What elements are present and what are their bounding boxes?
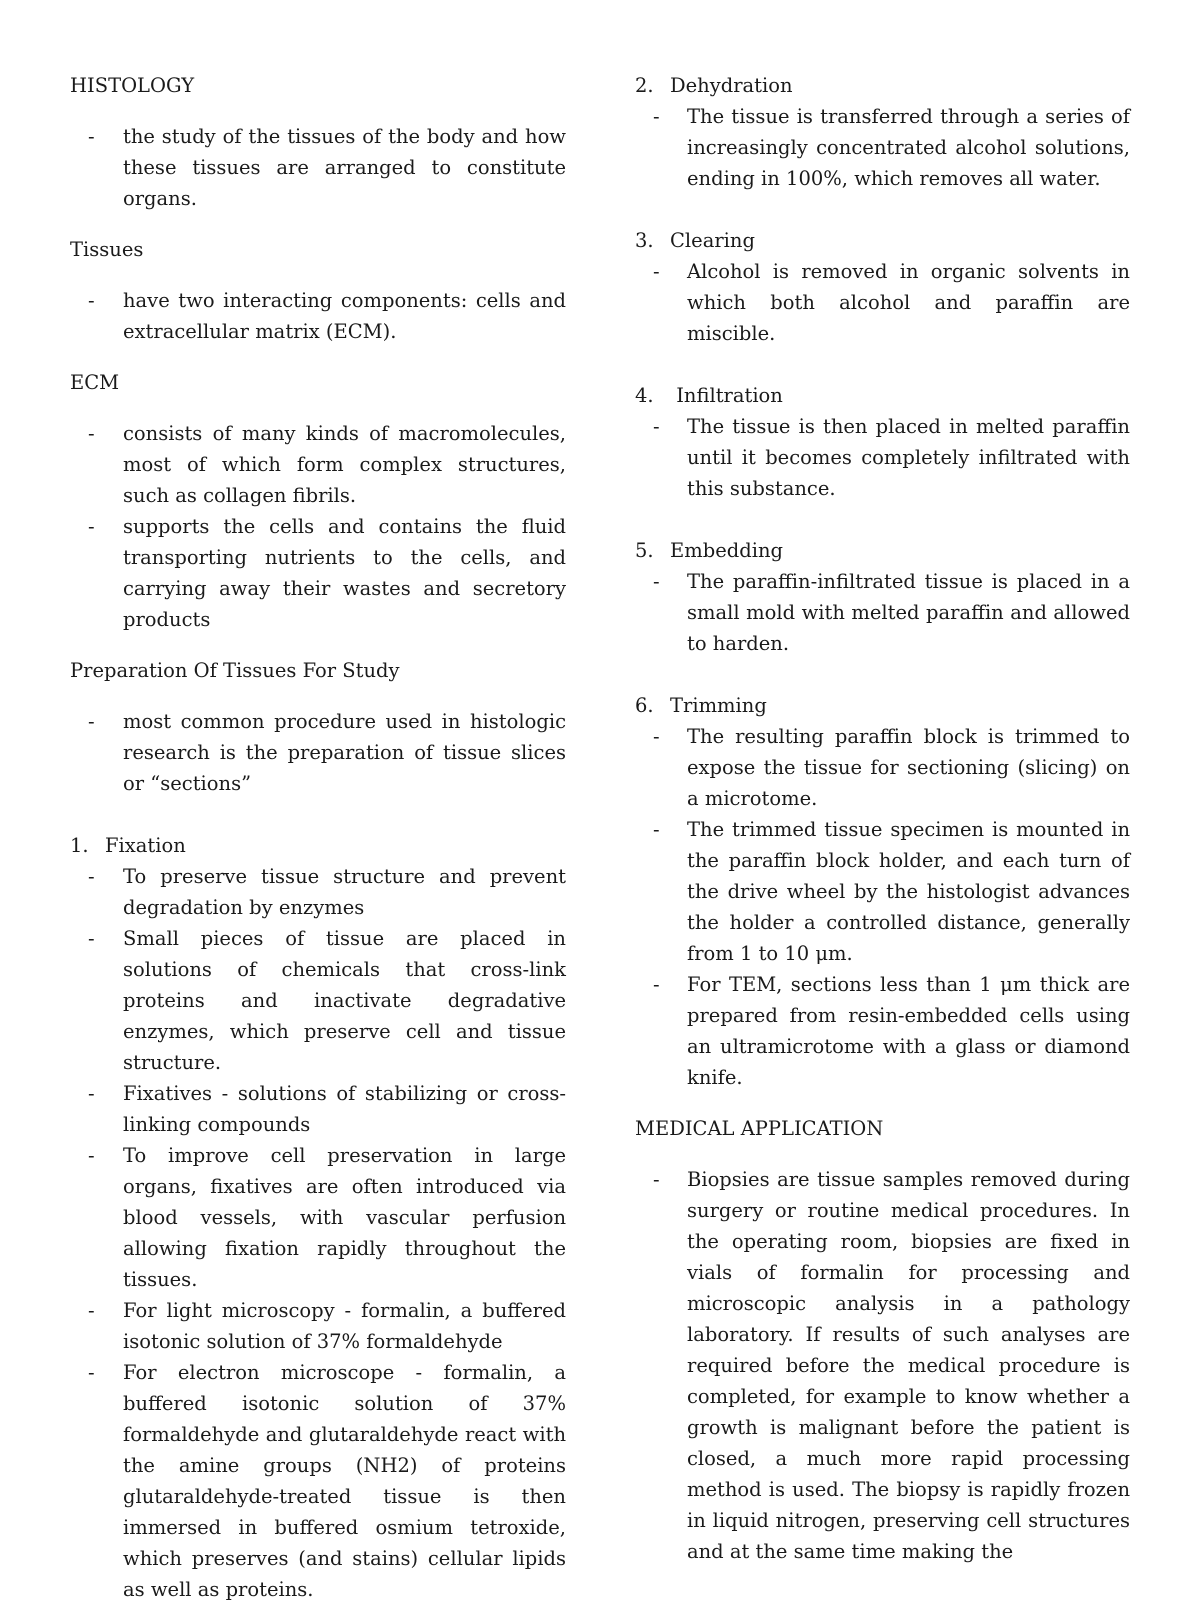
- tissues-list: [70, 285, 566, 347]
- clearing-title: Clearing: [670, 229, 755, 252]
- embedding-title: Embedding: [670, 539, 783, 562]
- right-column: [635, 70, 1130, 1567]
- dehydration-title: Dehydration: [670, 74, 793, 97]
- dehydration-number: 2.: [635, 74, 654, 97]
- list-item: - supports the cells and contains the fluid transporting nutrients to the cells, and carrying away their wastes and secretory products: [70, 511, 566, 635]
- dehydration-heading: [635, 70, 1130, 101]
- histology-heading: HISTOLOGY: [70, 74, 195, 97]
- embedding-heading: [635, 535, 1130, 566]
- list-item: - For light microscopy - formalin, a buffered isotonic solution of 37% formaldehyde: [70, 1295, 566, 1357]
- fixation-heading: [70, 830, 566, 861]
- embedding-list: [635, 566, 1130, 659]
- clearing-number: 3.: [635, 229, 654, 252]
- list-item: - The tissue is transferred through a series of increasingly concentrated alcohol solutions, ending in 100%, which removes all water.: [635, 101, 1130, 194]
- medical-application-heading: MEDICAL APPLICATION: [635, 1117, 884, 1140]
- list-item: - For electron microscope - formalin, a buffered isotonic solution of 37% formaldehyde and glutaraldehyde react with the amine groups (NH2) of proteins glutaraldehyde-treated tissue is then immersed in buffered osmium tetroxide, which preserves (and stains) cellular lipids as well as proteins.: [70, 1357, 566, 1605]
- list-item: - To improve cell preservation in large organs, fixatives are often introduced via blood vessels, with vascular perfusion allowing fixation rapidly throughout the tissues.: [70, 1140, 566, 1295]
- list-item: - The trimmed tissue specimen is mounted in the paraffin block holder, and each turn of the drive wheel by the histologist advances the holder a controlled distance, generally from 1 to 10 μm.: [635, 814, 1130, 969]
- list-item: - have two interacting components: cells and extracellular matrix (ECM).: [70, 285, 566, 347]
- list-item: - most common procedure used in histologic research is the preparation of tissue slices or “sections”: [70, 706, 566, 799]
- preparation-heading: Preparation Of Tissues For Study: [70, 659, 400, 682]
- infiltration-list: [635, 411, 1130, 504]
- medical-application-list: [635, 1164, 1130, 1567]
- fixation-title: Fixation: [105, 834, 186, 857]
- fixation-list: [70, 861, 566, 1605]
- trimming-title: Trimming: [670, 694, 767, 717]
- list-item: - The resulting paraffin block is trimmed to expose the tissue for sectioning (slicing) on a microtome.: [635, 721, 1130, 814]
- list-item: - Alcohol is removed in organic solvents in which both alcohol and paraffin are miscible.: [635, 256, 1130, 349]
- list-item: - Small pieces of tissue are placed in solutions of chemicals that cross-link proteins and inactivate degradative enzymes, which preserve cell and tissue structure.: [70, 923, 566, 1078]
- list-item: - Biopsies are tissue samples removed during surgery or routine medical procedures. In the operating room, biopsies are fixed in vials of formalin for processing and microscopic analysis in a pathology laboratory. If results of such analyses are required before the medical procedure is completed, for example to know whether a growth is malignant before the patient is closed, a much more rapid processing method is used. The biopsy is rapidly frozen in liquid nitrogen, preserving cell structures and at the same time making the: [635, 1164, 1130, 1567]
- trimming-heading: [635, 690, 1130, 721]
- tissues-heading: Tissues: [70, 238, 144, 261]
- infiltration-number: 4.: [635, 384, 654, 407]
- dehydration-list: [635, 101, 1130, 194]
- trimming-number: 6.: [635, 694, 654, 717]
- preparation-list: [70, 706, 566, 799]
- histology-list: [70, 121, 566, 214]
- list-item: - For TEM, sections less than 1 μm thick are prepared from resin-embedded cells using an ultramicrotome with a glass or diamond knife.: [635, 969, 1130, 1093]
- list-item: - the study of the tissues of the body and how these tissues are arranged to constitute organs.: [70, 121, 566, 214]
- infiltration-title: Infiltration: [670, 384, 783, 407]
- list-item: - consists of many kinds of macromolecules, most of which form complex structures, such as collagen fibrils.: [70, 418, 566, 511]
- list-item: - The paraffin-infiltrated tissue is placed in a small mold with melted paraffin and allowed to harden.: [635, 566, 1130, 659]
- list-item: - The tissue is then placed in melted paraffin until it becomes completely infiltrated with this substance.: [635, 411, 1130, 504]
- trimming-list: [635, 721, 1130, 1093]
- left-column: [70, 70, 566, 1605]
- list-item: - Fixatives - solutions of stabilizing or cross-linking compounds: [70, 1078, 566, 1140]
- ecm-list: [70, 418, 566, 635]
- list-item: - To preserve tissue structure and prevent degradation by enzymes: [70, 861, 566, 923]
- clearing-list: [635, 256, 1130, 349]
- ecm-heading: ECM: [70, 371, 120, 394]
- embedding-number: 5.: [635, 539, 654, 562]
- infiltration-heading: [635, 380, 1130, 411]
- clearing-heading: [635, 225, 1130, 256]
- fixation-number: 1.: [70, 834, 89, 857]
